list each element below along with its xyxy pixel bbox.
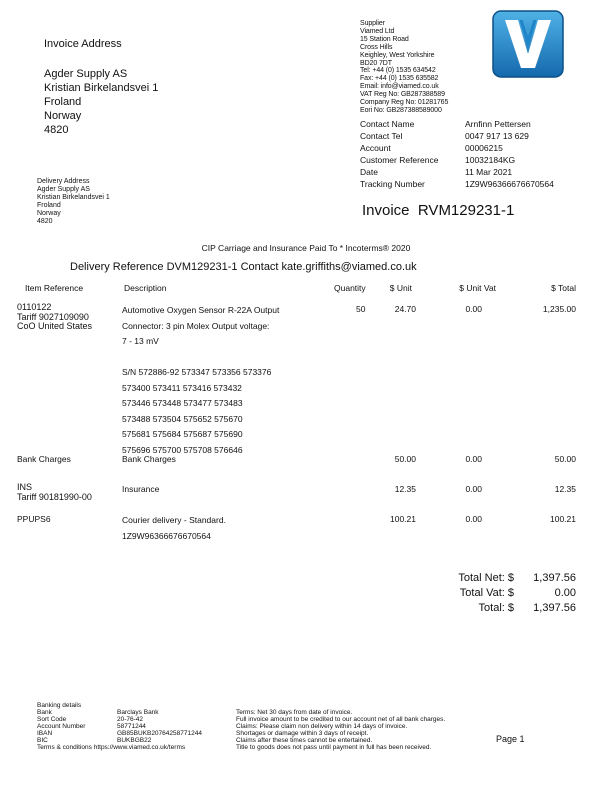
- desc-line: S/N 572886-92 573347 573356 573376: [122, 367, 272, 377]
- item-ref: Tariff 9027109090: [17, 311, 89, 322]
- contact-value: 11 Mar 2021: [465, 167, 513, 177]
- invoice-address: [44, 37, 158, 137]
- desc-line: 573488 573504 575652 575670: [122, 413, 243, 424]
- item-ref: Bank Charges: [17, 454, 71, 464]
- delivery-address-line: Kristian Birkelandsvei 1: [37, 193, 110, 201]
- item-unit: 12.35: [394, 484, 416, 494]
- desc-line: 575681 575684 575687 575690: [122, 429, 243, 439]
- supplier-line: Company Reg No: 01281765: [360, 99, 449, 107]
- invoice-address-heading: Invoice Address: [44, 38, 122, 50]
- total-vat-label: Total Vat: $: [459, 587, 514, 599]
- viamed-logo-icon: [492, 10, 564, 78]
- desc-line: Automotive Oxygen Sensor R-22A Output: [122, 305, 280, 315]
- invoice-label: Invoice: [362, 202, 410, 219]
- item-ref: INS: [17, 482, 33, 492]
- contact-value: 00006215: [465, 143, 503, 153]
- contact-row: [360, 118, 554, 130]
- item-ref: CoO United States: [17, 321, 93, 332]
- delivery-address-line: Norway: [37, 209, 61, 217]
- invoice-address-line: Norway: [44, 110, 82, 122]
- invoice-address-line: 4820: [44, 124, 69, 136]
- header-unit: $ Unit: [389, 283, 412, 293]
- supplier-line: Viamed Ltd: [360, 27, 395, 35]
- terms-line: Shortages or damage within 3 days of receipt.: [236, 730, 369, 737]
- supplier-line: Eori No: GB287388589000: [360, 106, 442, 114]
- viamed-logo: [492, 10, 564, 78]
- contact-label: Contact Tel: [360, 131, 403, 141]
- payment-terms: [236, 709, 445, 751]
- delivery-address-line: Froland: [37, 201, 61, 209]
- banking-value: 20-76-42: [117, 716, 144, 723]
- contact-row: [360, 166, 554, 178]
- desc-line: 573446 573448 573477 573483: [122, 398, 243, 408]
- desc-line: Connector: 3 pin Molex Output voltage:: [122, 320, 270, 331]
- supplier-line: Email: info@viamed.co.uk: [360, 83, 439, 91]
- item-description: [122, 513, 226, 544]
- item-description: Insurance: [122, 484, 160, 494]
- supplier-line: Keighley, West Yorkshire: [360, 51, 435, 59]
- item-description: [122, 303, 279, 458]
- invoice-address-line: Kristian Birkelandsvei 1: [44, 82, 159, 94]
- header-total: $ Total: [551, 283, 576, 293]
- delivery-address-heading: Delivery Address: [37, 178, 90, 185]
- contact-label: Tracking Number: [360, 179, 425, 189]
- item-ref: Tariff 90181990-00: [17, 492, 92, 502]
- total-value: 1,397.56: [533, 602, 576, 614]
- contact-label: Account: [360, 143, 391, 153]
- desc-line: 575696 575700 575708 576646: [122, 444, 243, 455]
- total-net-value: 1,397.56: [533, 572, 576, 584]
- banking-label: BIC: [37, 737, 48, 744]
- desc-line: 7 - 13 mV: [122, 336, 159, 346]
- total-net-label: Total Net: $: [458, 572, 514, 584]
- item-total: 100.21: [550, 514, 576, 524]
- delivery-address: [37, 178, 110, 225]
- item-unit-vat: 0.00: [465, 484, 482, 494]
- delivery-address-line: 4820: [37, 217, 53, 225]
- item-unit-vat: 0.00: [465, 514, 482, 524]
- contact-row: [360, 154, 554, 166]
- contact-label: Date: [360, 167, 378, 177]
- contact-row: [360, 142, 554, 154]
- header-description: Description: [124, 283, 167, 293]
- contact-details: [360, 118, 554, 190]
- item-total: 1,235.00: [542, 304, 576, 314]
- contact-row: [360, 130, 554, 142]
- item-unit: 50.00: [394, 454, 416, 464]
- page-number: Page 1: [496, 734, 525, 744]
- terms-link[interactable]: Terms & conditions https://www.viamed.co.uk/terms: [37, 744, 186, 751]
- item-total: 12.35: [554, 484, 576, 494]
- contact-value: 10032184KG: [465, 155, 516, 165]
- supplier-line: Supplier: [360, 20, 385, 27]
- desc-line: 1Z9W96366676670564: [122, 530, 211, 541]
- banking-value: 58771244: [117, 723, 146, 730]
- terms-line: Claims: Please claim non delivery within 14 days of invoice.: [236, 723, 408, 730]
- item-ref: PPUPS6: [17, 514, 51, 524]
- item-unit: 100.21: [390, 514, 416, 524]
- banking-value: GB85BUKB20764258771244: [117, 730, 202, 737]
- banking-label: Sort Code: [37, 716, 67, 723]
- delivery-address-line: Agder Supply AS: [37, 185, 90, 193]
- delivery-reference: Delivery Reference DVM129231-1 Contact kate.griffiths@viamed.co.uk: [70, 261, 417, 273]
- terms-line: Terms: Net 30 days from date of invoice.: [236, 709, 353, 716]
- contact-value: 0047 917 13 629: [465, 131, 529, 141]
- supplier-line: BD20 7DT: [360, 59, 392, 67]
- invoice-title: [362, 202, 514, 220]
- table-row: [17, 482, 92, 502]
- supplier-line: Tel: +44 (0) 1535 634542: [360, 67, 436, 75]
- banking-title: Banking details: [37, 702, 82, 709]
- contact-value: Arnfinn Pettersen: [465, 119, 531, 129]
- item-description: Bank Charges: [122, 454, 176, 464]
- banking-label: Bank: [37, 709, 52, 716]
- terms-line: Title to goods does not pass until payment in full has been received.: [236, 744, 432, 751]
- item-unit-vat: 0.00: [465, 304, 482, 314]
- invoice-address-line: Agder Supply AS: [44, 68, 128, 80]
- invoice-address-line: Froland: [44, 96, 82, 108]
- contact-label: Contact Name: [360, 119, 415, 129]
- banking-value: Barclays Bank: [117, 709, 159, 716]
- contact-value: 1Z9W96366676670564: [465, 179, 554, 189]
- banking-label: IBAN: [37, 730, 53, 737]
- item-ref: 0110122: [17, 302, 52, 312]
- header-quantity: Quantity: [334, 283, 366, 293]
- item-quantity: 50: [356, 304, 366, 314]
- supplier-line: VAT Reg No: GB287388589: [360, 91, 445, 99]
- terms-line: Full invoice amount to be credited to our account net of all bank charges.: [236, 716, 446, 723]
- terms-line: Claims after these times cannot be entertained.: [236, 737, 373, 744]
- incoterms: CIP Carriage and Insurance Paid To * Incoterms® 2020: [201, 243, 411, 253]
- total-label: Total: $: [478, 602, 514, 614]
- banking-value: BUKBGB22: [117, 737, 152, 744]
- desc-line: Courier delivery - Standard.: [122, 515, 226, 525]
- banking-label: Account Number: [37, 723, 86, 730]
- contact-label: Customer Reference: [360, 155, 439, 165]
- header-unit-vat: $ Unit Vat: [459, 283, 496, 293]
- header-item-reference: Item Reference: [25, 283, 84, 293]
- table-row: [17, 303, 92, 332]
- supplier-line: Fax: +44 (0) 1535 635582: [360, 75, 439, 83]
- invoice-number: RVM129231-1: [417, 202, 515, 219]
- total-vat-value: 0.00: [554, 587, 576, 599]
- supplier-line: Cross Hills: [360, 43, 393, 51]
- item-unit-vat: 0.00: [465, 454, 482, 464]
- banking-details: [37, 702, 202, 751]
- supplier-details: [360, 20, 448, 115]
- item-unit: 24.70: [394, 304, 416, 314]
- contact-row: [360, 178, 554, 190]
- item-total: 50.00: [554, 454, 576, 464]
- desc-line: 573400 573411 573416 573432: [122, 382, 242, 393]
- supplier-line: 15 Station Road: [360, 35, 409, 43]
